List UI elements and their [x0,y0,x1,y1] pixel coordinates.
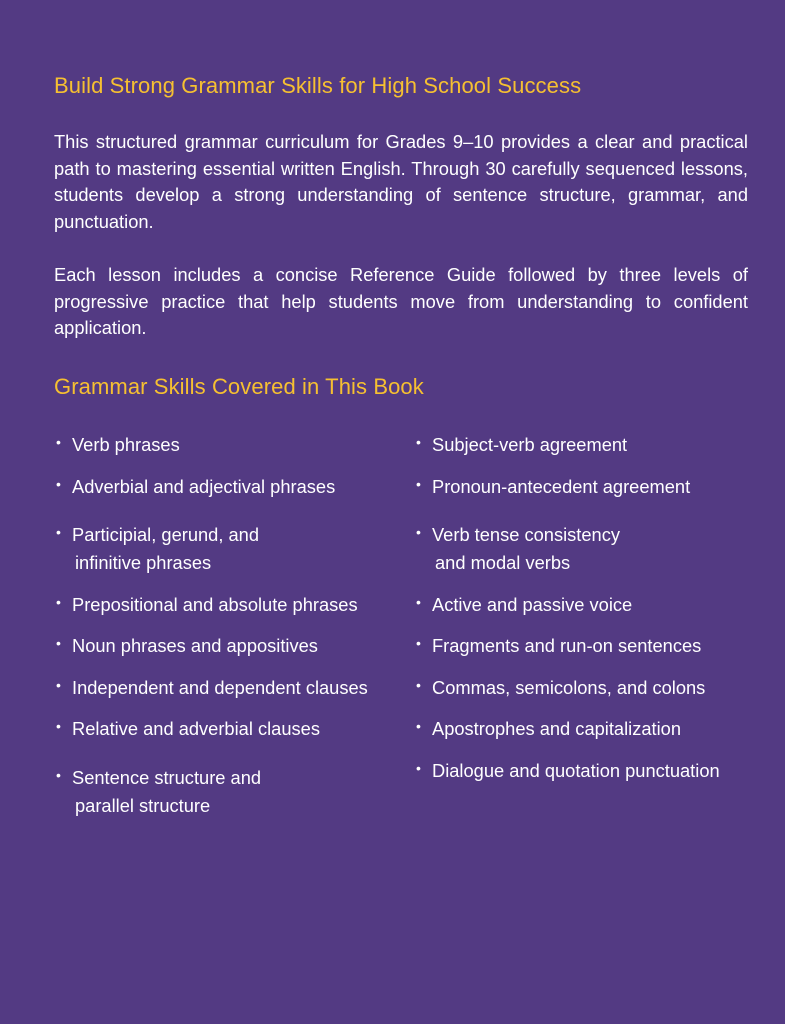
list-item [416,715,681,743]
skill-label-continued: infinitive phrases [75,552,212,573]
skill-label: Dialogue and quotation punctuation [432,760,720,781]
bullet-icon: • [416,476,421,492]
skill-label: Sentence structure and [72,767,262,788]
list-item [56,473,335,501]
intro-paragraph-2: Each lesson includes a concise Reference Guide followed by three levels of progressive practice that help students move from understanding to confident application. [54,264,748,338]
bullet-icon: • [416,677,421,693]
bullet-icon: • [416,524,421,540]
skill-label: Participial, gerund, and [72,524,259,545]
skill-label: Commas, semicolons, and colons [432,677,706,698]
skill-label: Verb tense consistency [432,524,620,545]
list-item [56,715,320,743]
list-item [56,591,358,619]
list-item [56,632,318,660]
list-item [56,521,259,577]
list-item [416,591,632,619]
intro-paragraph-1: This structured grammar curriculum for Grades 9–10 provides a clear and practical path to mastering essential written English. Through 30 carefully sequenced lessons, students develop a strong understanding of sentence structure, grammar, and punctuation. [54,131,748,232]
bullet-icon: • [56,434,61,450]
bullet-icon: • [416,635,421,651]
bullet-icon: • [56,718,61,734]
bullet-icon: • [56,524,61,540]
list-item [416,757,720,785]
list-item [416,632,701,660]
skill-label-continued: and modal verbs [435,552,571,573]
skill-label: Prepositional and absolute phrases [72,594,358,615]
intro-heading: Build Strong Grammar Skills for High School Success [54,73,582,98]
skill-label: Pronoun-antecedent agreement [432,476,691,497]
bullet-icon: • [56,594,61,610]
skills-heading: Grammar Skills Covered in This Book [54,374,424,399]
bullet-icon: • [416,434,421,450]
list-item [416,431,627,459]
bullet-icon: • [416,718,421,734]
skill-label: Adverbial and adjectival phrases [72,476,336,497]
skill-label: Relative and adverbial clauses [72,718,320,739]
skill-label: Active and passive voice [432,594,633,615]
skill-label: Apostrophes and capitalization [432,718,681,739]
bullet-icon: • [56,476,61,492]
skill-label-continued: parallel structure [75,795,211,816]
skill-label: Noun phrases and appositives [72,635,318,656]
list-item [416,521,620,577]
skill-label: Fragments and run-on sentences [432,635,702,656]
skill-label: Verb phrases [72,434,180,455]
list-item [56,431,180,459]
bullet-icon: • [416,760,421,776]
list-item [56,674,368,702]
list-item [416,473,690,501]
bullet-icon: • [56,767,61,783]
bullet-icon: • [56,635,61,651]
list-item [416,674,705,702]
bullet-icon: • [56,677,61,693]
skill-label: Independent and dependent clauses [72,677,368,698]
skill-label: Subject-verb agreement [432,434,628,455]
list-item [56,764,261,820]
bullet-icon: • [416,594,421,610]
